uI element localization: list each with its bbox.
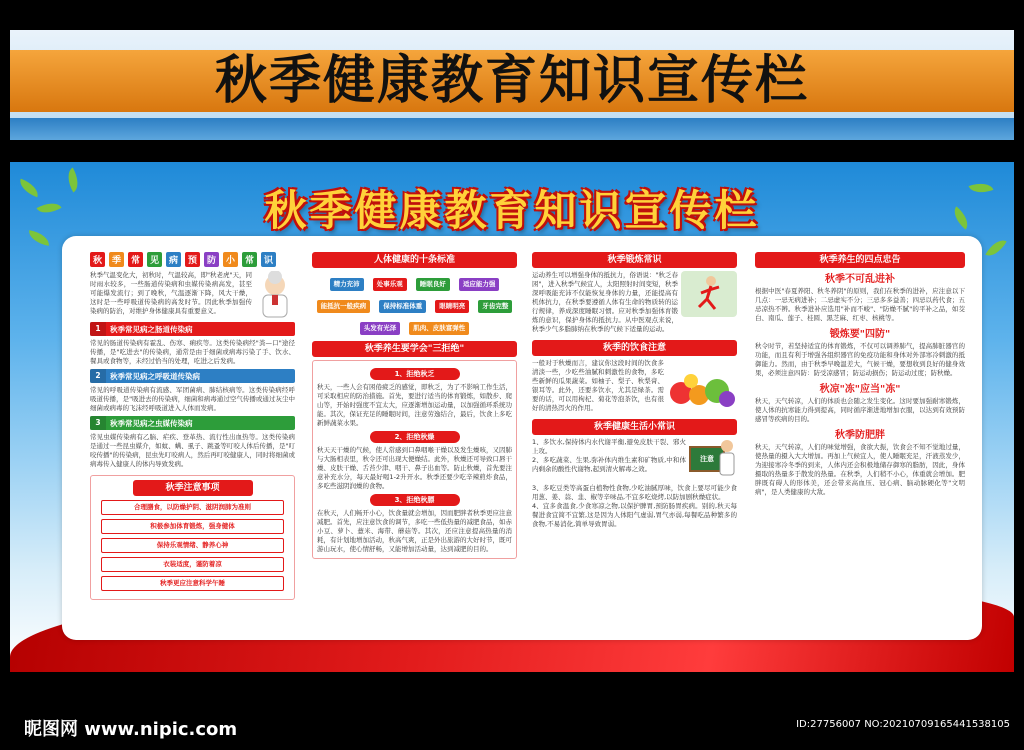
runner-illustration-icon [681, 271, 737, 317]
poster [10, 162, 1014, 672]
column-2 [312, 252, 517, 559]
diet-title: 秋季的饮食注意 [532, 340, 737, 356]
title-char: 预 [185, 252, 200, 267]
reject-title: 1、拒绝秋乏 [370, 368, 460, 380]
section-head-3 [90, 416, 295, 430]
tips-box [90, 475, 295, 600]
section-title: 秋季常见病之呼吸道传染病 [110, 371, 200, 381]
notice-board: 注意 [689, 446, 725, 472]
standard-item: 精力充沛 [330, 278, 364, 291]
tip-item: 积极参加体育锻炼，强身健体 [101, 519, 284, 534]
standard-item: 处事乐观 [373, 278, 407, 291]
title-char: 常 [128, 252, 143, 267]
advice-text: 秋天，天气转凉，人们的体质也会随之发生变化。这时要加强耐寒锻炼，使人体的抗寒能力得到提高，同时循序渐进地增加衣服，以达到有效预防感冒等疾病的目的。 [755, 397, 965, 423]
advice-text: 秋天，天气转凉，人们的味觉增强，食欲大振，饮食会不知不觉地过量，使热量的摄入大大增加。再加上气候宜人，使人睡眠充足，汗液蒸发少，为迎接寒冷冬季的到来，人体内还会积极地储存御寒的脂肪，因此，身体摄取的热量多于散发的热量。在秋季，人们稍不小心，体重就会增加。肥胖既有碍人的形体美，还会带来高血压、冠心病、脑动脉硬化等"文明病"，是人类健康的大敌。 [755, 443, 965, 496]
top-stripe [10, 118, 1014, 140]
section-title: 秋季常见病之肠道传染病 [110, 324, 193, 334]
tip-item: 衣装适度，谨防着凉 [101, 557, 284, 572]
footer [0, 705, 1024, 750]
intro-text: 秋季气温变化大，初秋时，气温较高，即"秋老虎"天，同时雨水较多，一些肠道传染病和虫媒传染病高发，甚至可能爆发流行；到了晚秋，气温逐渐下降，风大干燥，这时是一些呼吸道传染病的高发时节。因此秋季加强传染病的防治，对维护身体健康具有重要意义。 [90, 271, 252, 315]
standard-item: 肌肉、皮肤富弹性 [409, 322, 469, 335]
section-number: 3 [90, 416, 106, 430]
advice-head: 秋凉"冻"应当"冻" [819, 384, 901, 395]
section-number: 2 [90, 369, 106, 383]
standard-item: 能抵抗一般疾病 [317, 300, 371, 313]
reject-text: 秋天天干燥的气候，使人常感到口鼻咽喉干燥以及发生燥咳，又因肺与大肠相表里，秋令还可出现大便燥结。此外，秋燥还可导致口唇干燥、皮肤干燥、舌苔少津、咽干、鼻子出血等。防止秋燥，首先要注意补充水分，每天最好喝1-2升开水。秋季还要少吃辛辣煎炸食品，多吃些滋阴润燥的食物。 [317, 446, 512, 490]
tip-item: 保持乐观情绪、静养心神 [101, 538, 284, 553]
standard-item: 适应能力强 [459, 278, 500, 291]
leaf-icon [985, 235, 1006, 260]
reject-title: 2、拒绝秋燥 [370, 431, 460, 443]
standard-item: 眼睛明亮 [435, 300, 469, 313]
exercise-text: 运动养生可以增强身体的抵抗力，俗语说："秋乏春困"，进入秋季气候宜人，太阳照射时间变短，秋季深呼吸能充沛不仅能恢复身体的力量，还能提高有机体抗力，在秋季要遵循人体有生命的物质转的运行规律，养成深度睡眠习惯。应对秋季加强体育锻炼的意识，保护身体的抵抗力。从中医观点来说，秋季少气多脂肺纳在秋季的气候下适量的运动。 [532, 271, 678, 333]
life-title: 秋季健康生活小常识 [532, 419, 737, 435]
title-char: 季 [109, 252, 124, 267]
doctor-illustration-icon [255, 271, 295, 319]
vegetables-illustration-icon [667, 359, 737, 409]
rejects-title: 秋季养生要学会"三拒绝" [312, 341, 517, 357]
column-1 [90, 252, 295, 600]
reject-title: 3、拒绝秋膘 [370, 494, 460, 506]
tip-item: 秋季更应注意科学午睡 [101, 576, 284, 591]
title-char: 小 [223, 252, 238, 267]
standard-item: 睡眠良好 [416, 278, 450, 291]
section-number: 1 [90, 322, 106, 336]
rejects-box [312, 360, 517, 559]
advice-title: 秋季养生的四点忠告 [755, 252, 965, 268]
life-item: 4、宜多食温食,少食寒凉之物,以保护脾胃,预防肠胃疾病。别的,秋天每餐进食宜简不宜繁,这是因为人体阳气虚弱,胃气亦弱,每餐吃品种繁多的食物,不易消化,简单导致胃弱。 [532, 502, 737, 528]
top-title: 秋季健康教育知识宣传栏 [214, 51, 809, 111]
footer-logo[interactable]: 昵图网 www.nipic.com [24, 719, 238, 740]
standard-item: 保持标准体重 [379, 300, 426, 313]
standards-grid [312, 271, 517, 337]
title-char: 识 [261, 252, 276, 267]
section-head-1 [90, 322, 295, 336]
advice-head: 秋季防肥胖 [835, 430, 885, 441]
column-3 [532, 252, 737, 529]
section-head-2 [90, 369, 295, 383]
advice-head: 秋季不可乱进补 [825, 274, 895, 285]
footer-id: ID:27756007 NO:20210709165441538105 [796, 719, 1010, 730]
title-char: 防 [204, 252, 219, 267]
tip-item: 合理膳食，以防燥护阴、滋阴润肺为准则 [101, 500, 284, 515]
tips-title: 秋季注意事项 [133, 480, 253, 496]
life-item: 3、多吃豆类等高蛋白植物性食物,少吃油腻厚味，饮食上要尽可能少食用葱、姜、蒜、韭、椒等辛味品,不宜多吃烧烤,以防加剧秋燥症状。 [532, 484, 737, 501]
title-chars [90, 252, 295, 267]
title-char: 常 [242, 252, 257, 267]
notice-illustration-icon [689, 438, 737, 484]
life-item: 1、多饮水,保持体内水代谢平衡,避免皮肤干裂、邪火上攻。 [532, 438, 686, 455]
standard-item: 头发有光泽 [360, 322, 401, 335]
section-text: 常见的呼吸道传染病有流感、军团菌病、肺结核病等。这类传染病经呼吸道传播，是"吸进去的传染病，细菌和病毒通过空气传播或通过灰尘中细菌或病毒的飞沫经呼吸道进入人体而发病。 [90, 386, 295, 412]
reject-text: 在秋天，人们畅开小心，饮食量就会增加，因而肥胖者秋季更应注意减肥。首先，应注意饮食的调节，多吃一些低热量的减肥食品，如赤小豆、萝卜、薏米、海带、蘑菇等。其次，还应注意提高热量的消耗，有计划地增加活动，秋高气爽，正是外出旅游的大好时节，既可游山玩水，使心情舒畅，又能增加活动量，达到减肥的目的。 [317, 509, 512, 553]
section-text: 常见虫媒传染病有乙脑、疟疾、登革热、流行性出血热等。这类传染病是通过一些昆虫媒介，如蚊、螨、虱子、跳蚤等叮咬人体后传播，是"叮咬传播"的传染病，昆虫先叮咬病人，然后再叮咬健康人，同时将细菌或病毒传入健康人的体内导致发病。 [90, 433, 295, 468]
standards-title: 人体健康的十条标准 [312, 252, 517, 268]
life-item: 2、多吃蔬菜、生果,弥补体内维生素和矿物质,中和体内剩余的酸性代谢物,起到清火解毒之效。 [532, 456, 686, 473]
standard-item: 牙齿完整 [478, 300, 512, 313]
section-text: 常见的肠道传染病有霍乱、伤寒、痢疾等。这类传染病经"粪—口"途径传播，是"吃进去"的传染病，通常是由于细菌或病毒污染了手、饮水、餐具或食物等，未经过恰当的处理，吃进之后发病。 [90, 339, 295, 365]
advice-head: 锻炼要"四防" [829, 329, 891, 340]
title-char: 病 [166, 252, 181, 267]
advice-text: 秋令时节，若坚持适宜的体育锻炼，不仅可以调养肺气，提高肺脏器官的功能，而且有利于增强各组织器官的免疫功能和身体对外部寒冷刺激的抵御能力。然而，由于秋季早晚温差大，气候干燥，要想收到良好的健身效果，必须注意四防：防受凉感冒；防运动损伤；防运动过度；防秋燥。 [755, 342, 965, 377]
exercise-title: 秋季锻炼常识 [532, 252, 737, 268]
section-title: 秋季常见病之虫媒传染病 [110, 418, 193, 428]
title-char: 见 [147, 252, 162, 267]
poster-title: 秋季健康教育知识宣传栏 [264, 186, 760, 235]
title-char: 秋 [90, 252, 105, 267]
column-4 [755, 252, 965, 497]
diet-text: 一般对于秋燥而言，建议你这段时间的饮食多清淡一些，少吃些油腻和刺激性的食物，多吃些新鲜的瓜果蔬菜。如柚子、梨子、秋梨膏、银耳等。此外，还要多饮水，尤其是绿茶。需要的话，可以用枸杞、菊花等泡茶饮，也有很好的清热泻火的作用。 [532, 359, 664, 412]
advice-text: 根据中医"春夏养阳、秋冬养阴"的原则，我们在秋季的进补，应注意以下几点：一忌无病进补；二忌虚实不分；三忌多多益善；四忌以药代食；五忌凉热不辨。秋季进补应选用"补而不峻"、"防燥不腻"的平补之品，如茭白、南瓜、莲子、桂圆、黑芝麻、红枣、核桃等。 [755, 287, 965, 322]
reject-text: 秋天，一些人会有困倦疲乏的感觉，即秋乏，为了不影响工作生活，可采取相应的防治措施。首先，要进行适当的体育锻炼，如散步、爬山等，开始时强度不宜太大，应逐渐增加运动量，以加强循环系统功能。其次，保证充足的睡眠时间，注意劳逸结合，最后，饮食上多吃新鲜蔬菜水果。 [317, 383, 512, 427]
